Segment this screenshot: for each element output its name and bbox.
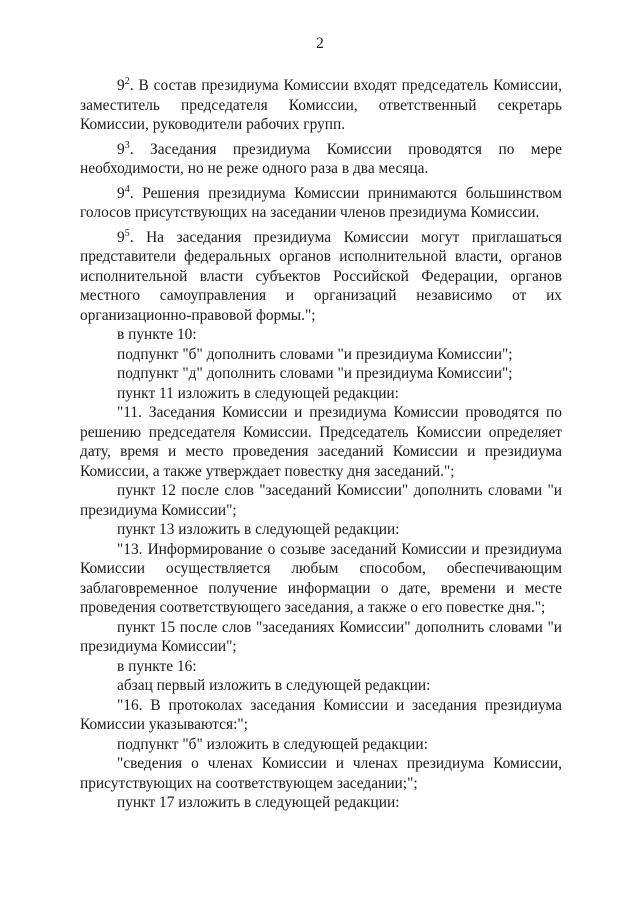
paragraph-superscript: 2 bbox=[124, 75, 130, 87]
paragraph-text: . Заседания президиума Комиссии проводятся по мере необходимости, но не реже одного раза в два месяца. bbox=[80, 140, 562, 177]
paragraph-9-2 bbox=[80, 76, 562, 135]
paragraph-number: 9 bbox=[117, 77, 125, 94]
paragraph-text: пункт 11 изложить в следующей редакции: bbox=[117, 384, 399, 402]
paragraph-text: . В состав президиума Комиссии входят председатель Комиссии, заместитель председателя Комиссии, ответственный секретарь Комиссии, руководители рабочих групп. bbox=[80, 77, 562, 133]
paragraph-number: 9 bbox=[117, 184, 125, 202]
paragraph-text: подпункт "б" изложить в следующей редакции: bbox=[117, 735, 428, 753]
paragraph-9-4 bbox=[80, 184, 562, 223]
paragraph-text: пункт 15 после слов "заседаниях Комиссии" дополнить словами "и президиума Комиссии"; bbox=[80, 618, 562, 655]
paragraph-text: подпункт "д" дополнить словами "и президиума Комиссии"; bbox=[117, 365, 513, 382]
paragraph-text: . На заседания президиума Комиссии могут приглашаться представители федеральных органов исполнительной власти, органов исполнительной власти субъектов Российской Федерации, органов местного самоуправления и организаций независимо от их организационно-правовой формы."; bbox=[80, 228, 562, 324]
paragraph-text: в пункте 16: bbox=[117, 657, 197, 675]
paragraph-number: 9 bbox=[117, 228, 125, 246]
paragraph-superscript: 4 bbox=[124, 183, 130, 195]
page-number: 2 bbox=[316, 35, 324, 52]
paragraph-text: "11. Заседания Комиссии и президиума Комиссии проводятся по решению председателя Комиссии. Председатель Комиссии определяет дату, время и место проведения заседаний Комиссии и президиума Комиссии, а также утверждает повестку дня заседаний."; bbox=[80, 404, 562, 480]
paragraph-superscript: 5 bbox=[124, 227, 130, 239]
document-body bbox=[80, 71, 562, 813]
paragraph-text: пункт 17 изложить в следующей редакции: bbox=[117, 794, 400, 811]
paragraph-9-3 bbox=[80, 140, 562, 179]
paragraph-text: пункт 13 изложить в следующей редакции: bbox=[117, 521, 400, 538]
paragraph-text: "16. В протоколах заседания Комиссии и заседания президиума Комиссии указываются:"; bbox=[80, 696, 562, 733]
paragraph-number: 9 bbox=[117, 140, 125, 158]
paragraph-9-5 bbox=[80, 228, 562, 326]
paragraph-text: подпункт "б" дополнить словами "и президиума Комиссии"; bbox=[117, 345, 513, 363]
paragraph-text: "13. Информирование о созыве заседаний Комиссии и президиума Комиссии осуществляется любым способом, обеспечивающим заблаговременное получение информации о дате, времени и месте проведения соответствующего заседания, а также о его повестке дня."; bbox=[80, 540, 562, 616]
paragraph-text: пункт 12 после слов "заседаний Комиссии" дополнить словами "и президиума Комиссии"; bbox=[80, 482, 562, 519]
paragraph-text: . Решения президиума Комиссии принимаются большинством голосов присутствующих на заседании членов президиума Комиссии. bbox=[80, 184, 562, 221]
paragraph-text: "сведения о членах Комиссии и членах президиума Комиссии, присутствующих на соответствующем заседании;"; bbox=[80, 755, 562, 792]
paragraph-superscript: 3 bbox=[124, 139, 130, 151]
paragraph-text: абзац первый изложить в следующей редакции: bbox=[117, 677, 431, 694]
paragraph-text: в пункте 10: bbox=[117, 326, 197, 343]
